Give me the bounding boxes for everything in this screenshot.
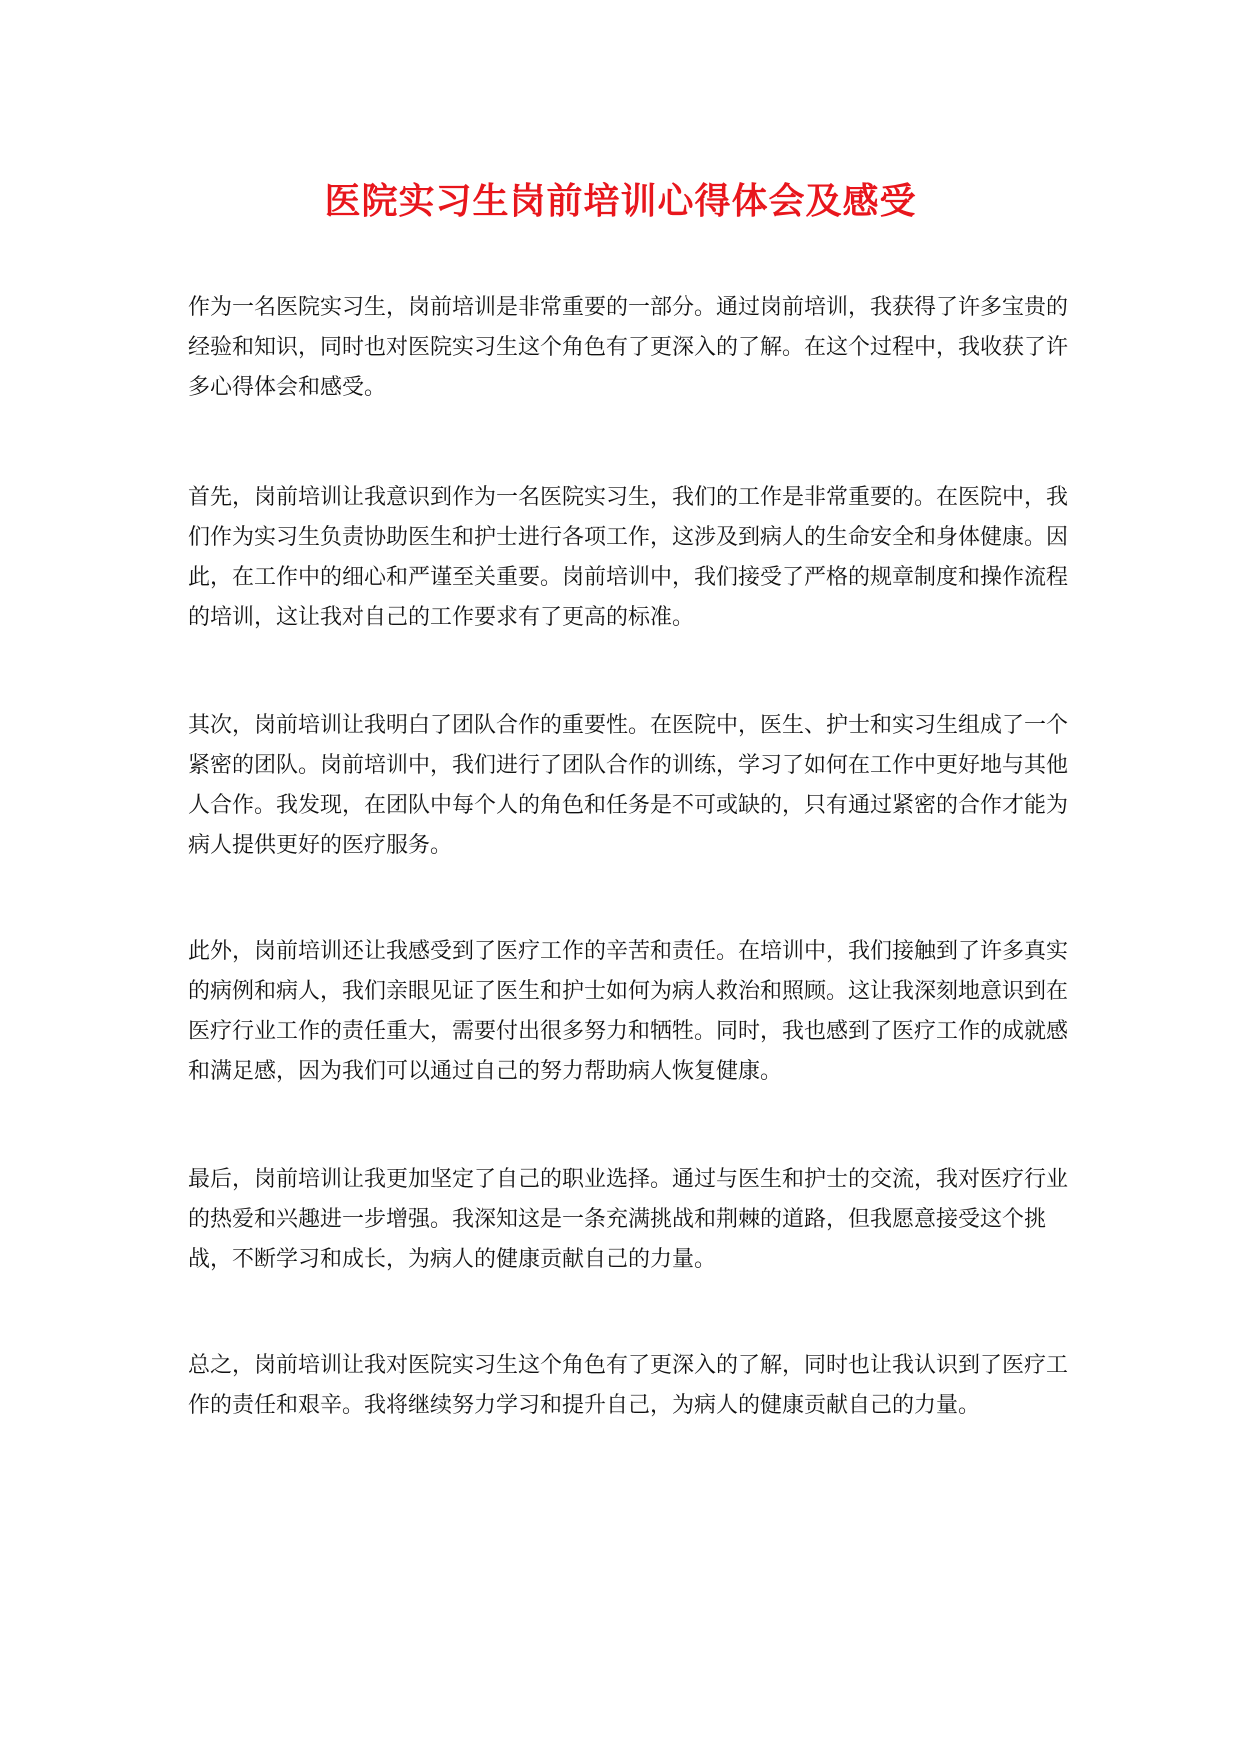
paragraph-second: 其次，岗前培训让我明白了团队合作的重要性。在医院中，医生、护士和实习生组成了一个紧密的团队。岗前培训中，我们进行了团队合作的训练，学习了如何在工作中更好地与其他人合作。我发现，在团队中每个人的角色和任务是不可或缺的，只有通过紧密的合作才能为病人提供更好的医疗服务。 bbox=[188, 713, 1069, 858]
paragraph-intro: 作为一名医院实习生，岗前培训是非常重要的一部分。通过岗前培训，我获得了许多宝贵的经验和知识，同时也对医院实习生这个角色有了更深入的了解。在这个过程中，我收获了许多心得体会和感受。 bbox=[188, 295, 1069, 400]
paragraph-finally: 最后，岗前培训让我更加坚定了自己的职业选择。通过与医生和护士的交流，我对医疗行业的热爱和兴趣进一步增强。我深知这是一条充满挑战和荆棘的道路，但我愿意接受这个挑战，不断学习和成长，为病人的健康贡献自己的力量。 bbox=[188, 1167, 1069, 1272]
paragraph-additionally: 此外，岗前培训还让我感受到了医疗工作的辛苦和责任。在培训中，我们接触到了许多真实的病例和病人，我们亲眼见证了医生和护士如何为病人救治和照顾。这让我深刻地意识到在医疗行业工作的责任重大，需要付出很多努力和牺牲。同时，我也感到了医疗工作的成就感和满足感，因为我们可以通过自己的努力帮助病人恢复健康。 bbox=[188, 939, 1069, 1084]
document-title: 医院实习生岗前培训心得体会及感受 bbox=[324, 181, 917, 222]
paragraph-first: 首先，岗前培训让我意识到作为一名医院实习生，我们的工作是非常重要的。在医院中，我们作为实习生负责协助医生和护士进行各项工作，这涉及到病人的生命安全和身体健康。因此，在工作中的细心和严谨至关重要。岗前培训中，我们接受了严格的规章制度和操作流程的培训，这让我对自己的工作要求有了更高的标准。 bbox=[188, 485, 1069, 630]
paragraph-conclusion: 总之，岗前培训让我对医院实习生这个角色有了更深入的了解，同时也让我认识到了医疗工作的责任和艰辛。我将继续努力学习和提升自己，为病人的健康贡献自己的力量。 bbox=[188, 1353, 1069, 1418]
